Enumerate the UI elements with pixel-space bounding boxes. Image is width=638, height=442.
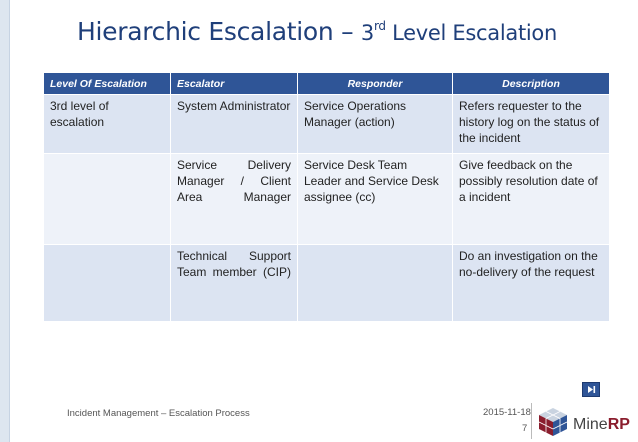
cell-description: Refers requester to the history log on the status of the incident: [453, 95, 610, 154]
logo-text-rp: RP: [607, 416, 630, 433]
header-responder: Responder: [298, 73, 453, 95]
cell-description: Give feedback on the possibly resolution date of a incident: [453, 154, 610, 245]
table-header-row: [44, 73, 610, 95]
logo-wordmark: [573, 416, 630, 434]
header-escalator: Escalator: [171, 73, 298, 95]
cell-escalator: System Administrator: [171, 95, 298, 154]
footer-caption: Incident Management – Escalation Process: [67, 408, 250, 419]
cell-escalator: Service Delivery Manager / Client Area Manager: [171, 154, 298, 245]
cell-level: [44, 245, 171, 322]
header-level-of-escalation: Level Of Escalation: [44, 73, 171, 95]
minerp-logo: [537, 407, 637, 437]
play-next-icon: [583, 383, 599, 396]
cube-logo-icon: [537, 407, 569, 437]
page-number: 7: [522, 423, 528, 434]
footer-divider: [531, 403, 532, 439]
cell-level: [44, 154, 171, 245]
table-row: [44, 95, 610, 154]
cell-escalator: Technical Support Team member (CIP): [171, 245, 298, 322]
cell-responder: [298, 245, 453, 322]
table-row: [44, 154, 610, 245]
table-row: [44, 245, 610, 322]
title-main: Hierarchic Escalation –: [77, 17, 361, 46]
cell-level: 3rd level of escalation: [44, 95, 171, 154]
title-level-suffix: rd: [373, 19, 386, 33]
logo-text-mine: Mine: [573, 416, 608, 433]
footer-date: 2015-11-18: [483, 407, 531, 418]
header-description: Description: [453, 73, 610, 95]
slide-title: [77, 17, 617, 46]
next-slide-button[interactable]: [582, 382, 600, 397]
escalation-table: [43, 72, 610, 322]
cell-description: Do an investigation on the no-delivery of the request: [453, 245, 610, 322]
title-level-rest: Level Escalation: [385, 21, 557, 45]
cell-responder: Service Desk Team Leader and Service Desk assignee (cc): [298, 154, 453, 245]
slide-left-bar: [0, 0, 10, 442]
cell-responder: Service Operations Manager (action): [298, 95, 453, 154]
title-level-number: 3: [360, 21, 374, 45]
